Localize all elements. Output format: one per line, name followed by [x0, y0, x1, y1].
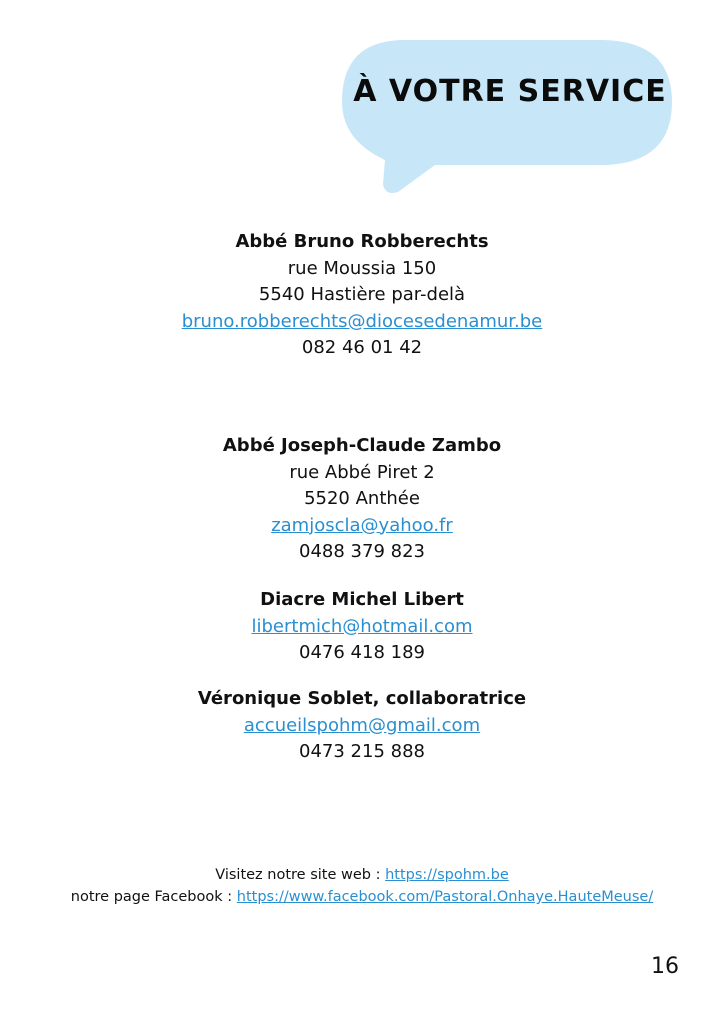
contact-name: Abbé Bruno Robberechts	[235, 231, 489, 252]
contact-name: Diacre Michel Libert	[260, 589, 464, 610]
contact-email-link[interactable]: accueilspohm@gmail.com	[243, 714, 481, 736]
facebook-link[interactable]: https://www.facebook.com/Pastoral.Onhaye.HauteMeuse/	[236, 889, 654, 905]
contact-city: 5520 Anthée	[304, 488, 420, 509]
contact-city: 5540 Hastière par-delà	[258, 284, 466, 305]
facebook-label: notre page Facebook :	[70, 889, 237, 905]
contact-email-link[interactable]: libertmich@hotmail.com	[251, 615, 473, 637]
contact-phone: 0476 418 189	[299, 642, 425, 663]
facebook-row	[0, 886, 724, 908]
contact-card	[0, 229, 724, 362]
contact-phone: 0488 379 823	[299, 541, 425, 562]
footer	[0, 864, 724, 908]
page-title: À VOTRE SERVICE	[353, 74, 667, 109]
page-number: 16	[651, 954, 679, 979]
contact-phone: 082 46 01 42	[301, 337, 423, 358]
website-label: Visitez notre site web :	[215, 867, 386, 883]
website-link[interactable]: https://spohm.be	[385, 867, 509, 883]
contact-card	[0, 686, 724, 766]
contact-name: Véronique Soblet, collaboratrice	[197, 688, 527, 709]
contact-card	[0, 587, 724, 667]
contact-street: rue Moussia 150	[287, 257, 437, 279]
contact-card	[0, 433, 724, 566]
contact-email-link[interactable]: zamjoscla@yahoo.fr	[271, 514, 453, 536]
contact-email-link[interactable]: bruno.robberechts@diocesedenamur.be	[181, 310, 543, 332]
contact-phone: 0473 215 888	[299, 741, 425, 762]
website-row	[0, 864, 724, 886]
contact-street: rue Abbé Piret 2	[289, 461, 435, 483]
contact-name: Abbé Joseph-Claude Zambo	[222, 435, 502, 456]
